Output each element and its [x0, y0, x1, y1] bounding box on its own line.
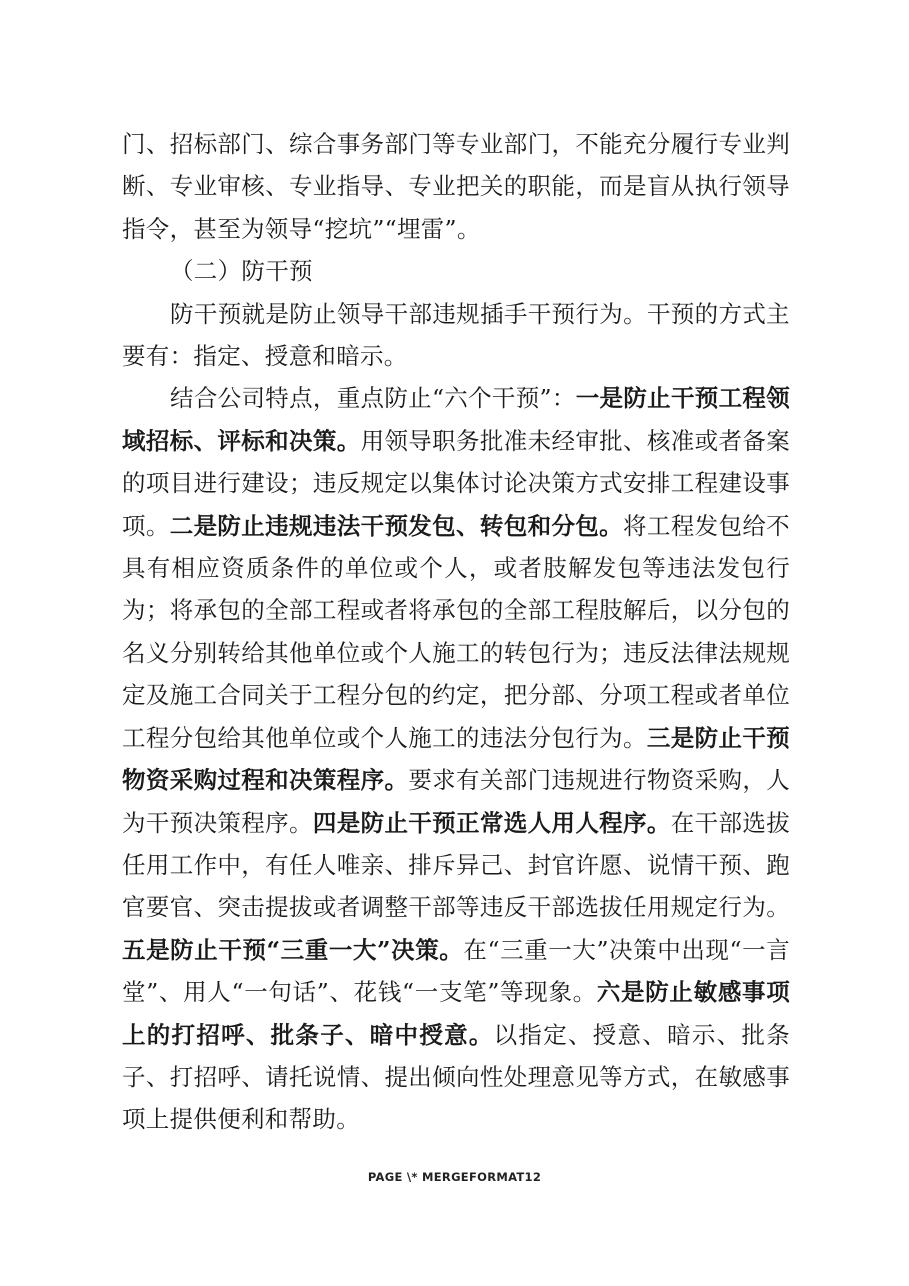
page-footer: PAGE \* MERGEFORMAT12 [367, 1170, 542, 1184]
item-2-title: 二是防止违规违法干预发包、转包和分包。 [169, 511, 624, 540]
intro-text: 结合公司特点，重点防止“六个干预”： [170, 384, 576, 413]
six-interventions-paragraph [122, 377, 790, 1140]
continued-paragraph: 门、招标部门、综合事务部门等专业部门，不能充分履行专业判断、专业审核、专业指导、专业把关的职能，而是盲从执行领导指令，甚至为领导“挖坑”“埋雷”。 [122, 130, 790, 243]
item-3-text: 要求有关部门违规进行物资采购，人为干预决策程序。 [122, 766, 790, 837]
item-1-title: 一是防止干预工程领域招标、评标和决策。 [122, 384, 790, 455]
section-heading: （二）防干预 [170, 257, 313, 286]
definition-paragraph: 防干预就是防止领导干部违规插手干预行为。干预的方式主要有：指定、授意和暗示。 [122, 299, 790, 371]
item-5-title: 五是防止干预“三重一大”决策。 [122, 935, 464, 964]
item-4-title: 四是防止干预正常选人用人程序。 [312, 808, 671, 837]
item-5-text: 在“三重一大”决策中出现“一言堂”、用人“一句话”、花钱“一支笔”等现象。 [122, 935, 790, 1007]
item-4-text: 在干部选拔任用工作中，有任人唯亲、排斥异己、封官许愿、说情干预、跑官要官、突击提拔或者调整干部等违反干部选拔任用规定行为。 [122, 808, 791, 922]
item-6-title: 六是防止敏感事项上的打招呼、批条子、暗中授意。 [122, 978, 791, 1049]
item-3-title: 三是防止干预物资采购过程和决策程序。 [122, 723, 790, 795]
item-2-text: 将工程发包给不具有相应资质条件的单位或个人，或者肢解发包等违法发包行为；将承包的全部工程或者将承包的全部工程肢解后，以分包的名义分别转给其他单位或个人施工的转包行为；违反法律法规规定及施工合同关于工程分包的约定，把分部、分项工程或者单位工程分包给其他单位或个人施工的违法分包行为。 [122, 511, 790, 752]
item-6-text: 以指定、授意、暗示、批条子、打招呼、请托说情、提出倾向性处理意见等方式，在敏感事项上提供便利和帮助。 [122, 1020, 790, 1134]
body-text [122, 123, 790, 1141]
item-1-text: 用领导职务批准未经审批、核准或者备案的项目进行建设；违反规定以集体讨论决策方式安排工程建设事项。 [122, 426, 790, 540]
